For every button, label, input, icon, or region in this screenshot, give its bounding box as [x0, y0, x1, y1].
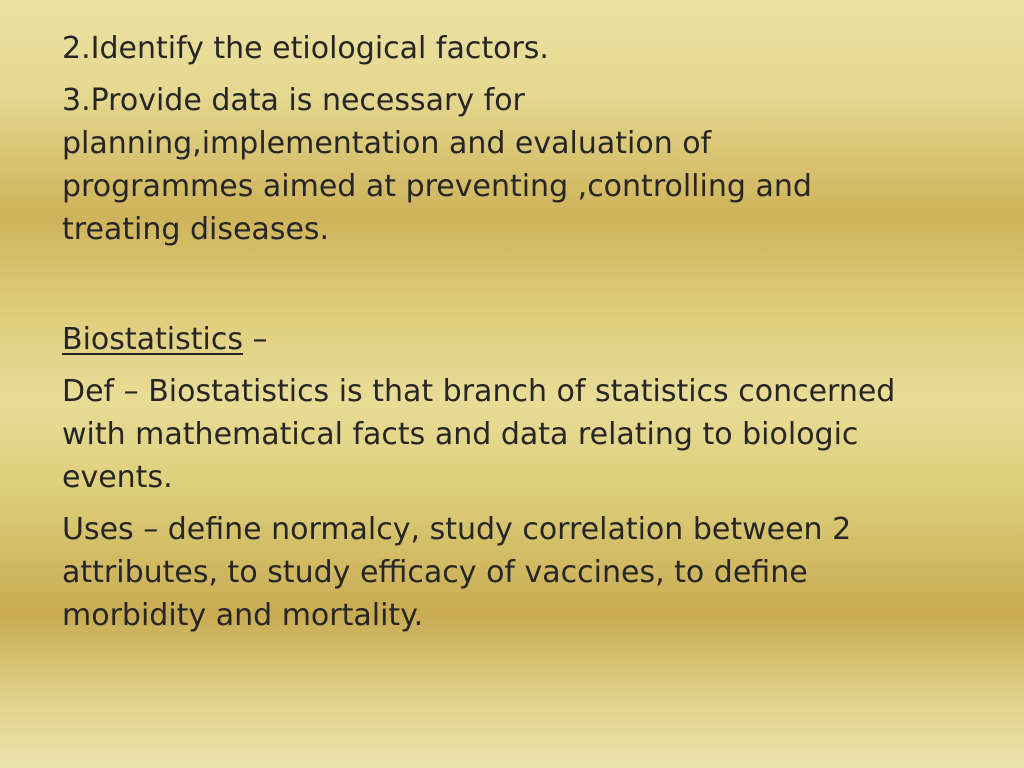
list-item-provide-data — [62, 79, 972, 251]
heading-line — [62, 318, 972, 361]
text-line: attributes, to study efficacy of vaccines, to define — [62, 555, 808, 590]
text-line: treating diseases. — [62, 212, 330, 247]
slide-content — [62, 27, 972, 646]
heading-term: Biostatistics — [62, 322, 243, 357]
text-line: 2.Identify the etiological factors. — [62, 31, 549, 66]
text-line: morbidity and mortality. — [62, 598, 424, 633]
text-line: 3.Provide data is necessary for — [62, 83, 525, 118]
spacer — [62, 260, 972, 318]
heading-dash: – — [243, 322, 268, 357]
text-line: programmes aimed at preventing ,controlling and — [62, 169, 812, 204]
uses-paragraph — [62, 508, 972, 637]
text-line: planning,implementation and evaluation of — [62, 126, 712, 161]
section-heading — [62, 318, 972, 361]
text-line: Def – Biostatistics is that branch of statistics concerned — [62, 374, 896, 409]
text-line: with mathematical facts and data relating to biologic — [62, 417, 859, 452]
definition-paragraph — [62, 370, 972, 499]
text-line: events. — [62, 460, 173, 495]
list-item-etiological-factors — [62, 27, 972, 70]
text-line: Uses – define normalcy, study correlation between 2 — [62, 512, 852, 547]
